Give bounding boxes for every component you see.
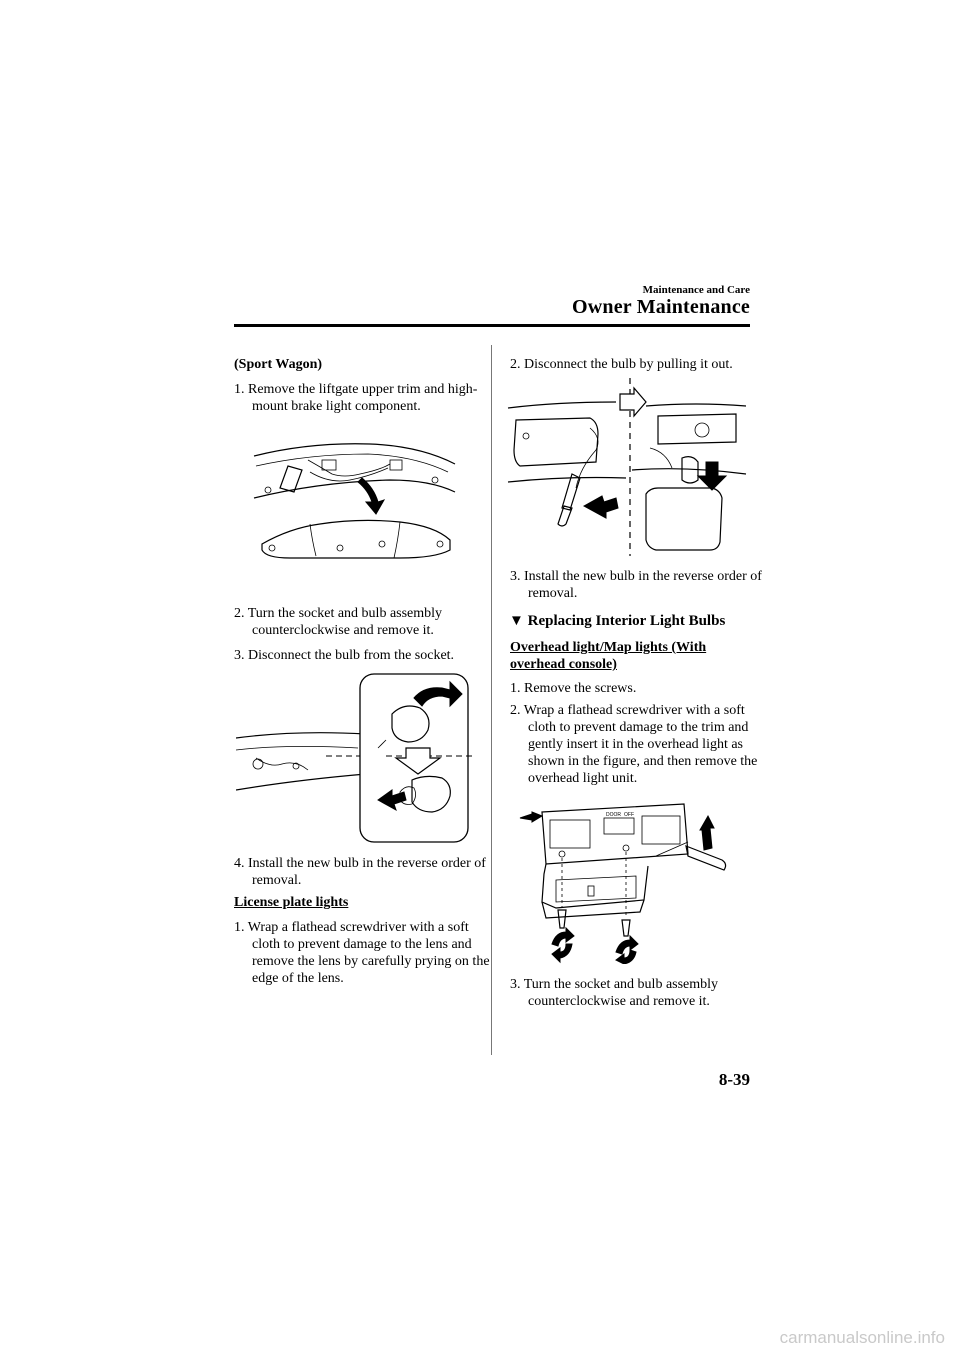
overhead-step-2: 2. Wrap a flathead screwdriver with a soft cloth to prevent damage to the trim and gently insert it in the overhead light as shown in the figure, and then remove the overhead light unit. xyxy=(510,703,758,786)
right-step-2: 2. Disconnect the bulb by pulling it out. xyxy=(510,357,733,372)
switch-label-off: OFF xyxy=(624,812,634,818)
watermark: carmanualsonline.info xyxy=(779,1328,945,1347)
left-step-2: 2. Turn the socket and bulb assembly counterclockwise and remove it. xyxy=(234,606,443,638)
overhead-light-figure xyxy=(516,794,746,964)
socket-bulb-figure xyxy=(236,668,472,848)
sport-wagon-heading: (Sport Wagon) xyxy=(234,357,323,372)
page-number: 8-39 xyxy=(718,1070,750,1089)
section-marker-icon: ▼ xyxy=(509,613,524,629)
header-section-label: Maintenance and Care xyxy=(642,284,750,296)
left-step-1: 1. Remove the liftgate upper trim and high-mount brake light component. xyxy=(234,382,478,414)
overhead-step-1: 1. Remove the screws. xyxy=(510,681,637,696)
overhead-step-3: 3. Turn the socket and bulb assembly counterclockwise and remove it. xyxy=(510,977,719,1009)
header-rule xyxy=(234,324,750,327)
license-step-1: 1. Wrap a flathead screwdriver with a soft cloth to prevent damage to the lens and remove the lens by carefully prying on the edge of the lens. xyxy=(234,920,490,986)
license-plate-heading: License plate lights xyxy=(234,895,349,910)
overhead-light-heading: Overhead light/Map lights (With overhead console) xyxy=(510,640,707,672)
left-step-4: 4. Install the new bulb in the reverse order of removal. xyxy=(234,856,486,888)
liftgate-trim-figure xyxy=(250,430,460,575)
section-heading-text: Replacing Interior Light Bulbs xyxy=(527,613,726,629)
highmount-bulb-figure xyxy=(506,378,750,556)
switch-label-door: DOOR xyxy=(606,812,621,818)
section-heading xyxy=(509,613,725,630)
left-step-3: 3. Disconnect the bulb from the socket. xyxy=(234,648,455,663)
right-step-3: 3. Install the new bulb in the reverse order of removal. xyxy=(510,569,762,601)
page-title: Owner Maintenance xyxy=(571,296,750,318)
